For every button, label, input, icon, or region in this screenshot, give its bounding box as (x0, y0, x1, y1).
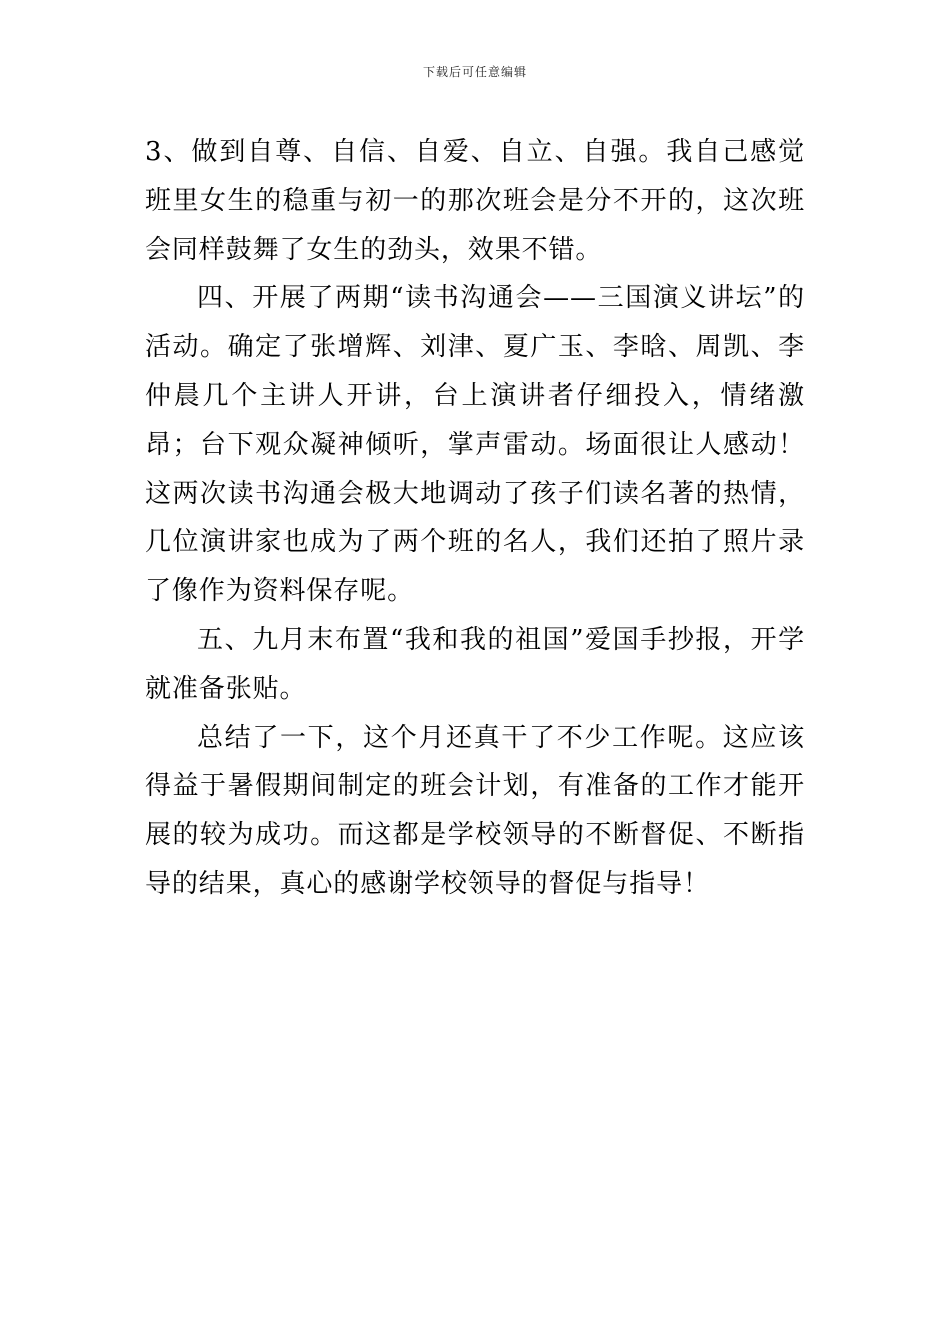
paragraph-item-3: 3、做到自尊、自信、自爱、自立、自强。我自己感觉班里女生的稳重与初一的那次班会是分不开的，这次班会同样鼓舞了女生的劲头，效果不错。 (145, 137, 805, 265)
paragraph-summary: 总结了一下，这个月还真干了不少工作呢。这应该得益于暑假期间制定的班会计划，有准备的工作才能开展的较为成功。而这都是学校领导的不断督促、不断指导的结果，真心的感谢学校领导的督促与指导！ (145, 722, 805, 899)
paragraph-section-five: 五、九月末布置“我和我的祖国”爱国手抄报，开学就准备张贴。 (145, 624, 805, 704)
paragraph-section-four: 四、开展了两期“读书沟通会——三国演义讲坛”的活动。确定了张增辉、刘津、夏广玉、李晗、周凯、李仲晨几个主讲人开讲，台上演讲者仔细投入，情绪激昂；台下观众凝神倾听，掌声雷动。场面很让人感动！这两次读书沟通会极大地调动了孩子们读名著的热情，几位演讲家也成为了两个班的名人，我们还拍了照片录了像作为资料保存呢。 (145, 283, 805, 607)
page-header: 下载后可任意编辑 (422, 65, 527, 79)
document-body (145, 128, 805, 909)
